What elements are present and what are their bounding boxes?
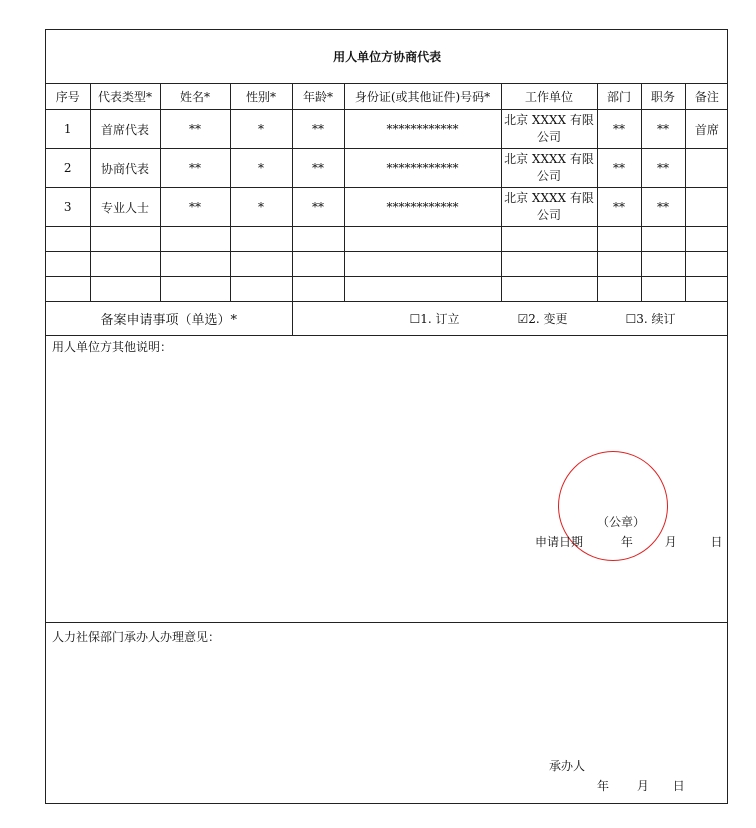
filing-options (292, 302, 728, 336)
cell-name: ** (160, 188, 230, 227)
option-create-checkbox[interactable]: ☐1. 订立 (409, 312, 460, 326)
cell-dept: ** (597, 188, 641, 227)
day-label: 日 (672, 779, 685, 793)
cell-post: ** (641, 188, 685, 227)
header-post: 职务 (641, 84, 685, 110)
cell-org: 北京 XXXX 有限公司 (501, 149, 597, 188)
option-renew-checkbox[interactable]: ☐3. 续订 (625, 312, 676, 326)
handler-date (597, 777, 685, 794)
cell-name: ** (160, 110, 230, 149)
cell-age: ** (292, 149, 344, 188)
hr-opinion-section[interactable] (46, 623, 728, 804)
cell-org: 北京 XXXX 有限公司 (501, 110, 597, 149)
employer-note-label: 用人单位方其他说明： (52, 340, 173, 354)
table-row (46, 110, 728, 149)
cell-note (685, 149, 728, 188)
header-name: 姓名* (160, 84, 230, 110)
application-date-label: 申请日期 (535, 535, 584, 549)
header-org: 工作单位 (501, 84, 597, 110)
header-no: 序号 (46, 84, 90, 110)
header-id: 身份证(或其他证件)号码* (344, 84, 501, 110)
month-label: 月 (664, 535, 677, 549)
cell-dept: ** (597, 149, 641, 188)
table-row (46, 188, 728, 227)
month-label: 月 (636, 779, 649, 793)
handler-label: 承办人 (549, 759, 586, 773)
header-note: 备注 (685, 84, 728, 110)
header-age: 年龄* (292, 84, 344, 110)
cell-org: 北京 XXXX 有限公司 (501, 188, 597, 227)
table-row (46, 149, 728, 188)
cell-id: ************ (344, 188, 501, 227)
application-date (535, 533, 723, 550)
cell-type: 专业人士 (90, 188, 160, 227)
cell-age: ** (292, 110, 344, 149)
cell-note (685, 188, 728, 227)
representatives-table (46, 30, 728, 336)
hr-opinion-label: 人力社保部门承办人办理意见： (52, 630, 221, 644)
cell-no: 3 (46, 188, 90, 227)
employer-note-section[interactable] (46, 333, 728, 623)
cell-post: ** (641, 149, 685, 188)
cell-gender: * (230, 149, 292, 188)
day-label: 日 (710, 535, 723, 549)
header-dept: 部门 (597, 84, 641, 110)
filing-form (45, 29, 728, 804)
year-label: 年 (597, 779, 610, 793)
cell-id: ************ (344, 110, 501, 149)
empty-row (46, 252, 728, 277)
cell-post: ** (641, 110, 685, 149)
cell-name: ** (160, 149, 230, 188)
header-type: 代表类型* (90, 84, 160, 110)
cell-gender: * (230, 110, 292, 149)
cell-age: ** (292, 188, 344, 227)
cell-gender: * (230, 188, 292, 227)
seal-label: （公章） (597, 515, 646, 529)
cell-id: ************ (344, 149, 501, 188)
header-row (46, 84, 728, 110)
cell-type: 首席代表 (90, 110, 160, 149)
cell-no: 2 (46, 149, 90, 188)
empty-row (46, 227, 728, 252)
empty-row (46, 277, 728, 302)
option-change-checkbox[interactable]: ☑2. 变更 (517, 312, 568, 326)
form-title: 用人单位方协商代表 (46, 30, 728, 84)
cell-note: 首席 (685, 110, 728, 149)
cell-dept: ** (597, 110, 641, 149)
cell-no: 1 (46, 110, 90, 149)
cell-type: 协商代表 (90, 149, 160, 188)
filing-row (46, 302, 728, 336)
year-label: 年 (620, 535, 633, 549)
filing-label: 备案申请事项（单选）* (46, 302, 292, 336)
header-gender: 性别* (230, 84, 292, 110)
